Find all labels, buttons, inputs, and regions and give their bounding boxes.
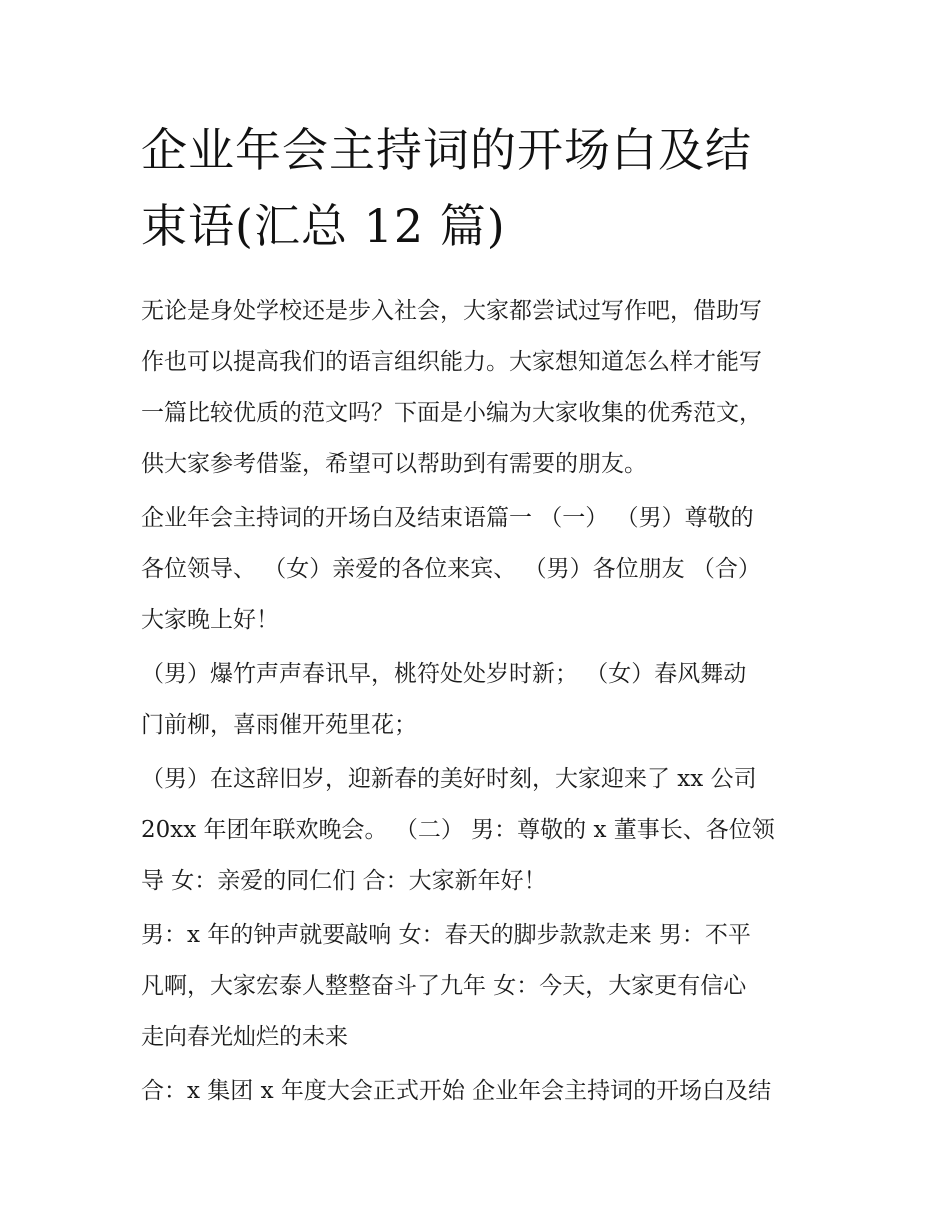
text-line: 供大家参考借鉴，希望可以帮助到有需要的朋友。 <box>141 451 647 477</box>
text-line: 凡啊，大家宏泰人整整奋斗了九年 女：今天，大家更有信心 <box>141 973 747 999</box>
text-line: 作也可以提高我们的语言组织能力。大家想知道怎么样才能写 <box>141 349 762 375</box>
body-paragraph <box>141 754 821 907</box>
text-line: 大家晚上好！ <box>141 607 279 633</box>
text-line: 20xx 年团年联欢晚会。 （二） 男：尊敬的 x 董事长、各位领 <box>141 817 775 843</box>
body-paragraph <box>141 910 821 1063</box>
title-line: 企业年会主持词的开场白及结 <box>141 123 752 177</box>
document-content <box>141 112 821 1120</box>
title-line: 束语(汇总 12 篇) <box>141 199 506 253</box>
body-paragraph <box>141 1066 821 1117</box>
text-line: 男：x 年的钟声就要敲响 女：春天的脚步款款走来 男：不平 <box>141 922 751 948</box>
text-line: 无论是身处学校还是步入社会，大家都尝试过写作吧，借助写 <box>141 298 762 324</box>
text-line: （男）在这辞旧岁，迎新春的美好时刻，大家迎来了 xx 公司 <box>141 766 757 792</box>
document-body <box>141 286 821 1117</box>
text-line: 各位领导、 （女）亲爱的各位来宾、 （男）各位朋友 （合） <box>141 556 761 582</box>
text-line: 企业年会主持词的开场白及结束语篇一 （一） （男）尊敬的 <box>141 505 754 531</box>
text-line: 一篇比较优质的范文吗？下面是小编为大家收集的优秀范文， <box>141 400 762 426</box>
body-paragraph <box>141 493 821 646</box>
document-title <box>141 112 821 264</box>
intro-paragraph <box>141 286 821 490</box>
text-line: （男）爆竹声声春讯早，桃符处处岁时新； （女）春风舞动 <box>141 661 747 687</box>
body-paragraph <box>141 649 821 751</box>
text-line: 门前柳，喜雨催开苑里花； <box>141 712 417 738</box>
text-line: 导 女：亲爱的同仁们 合：大家新年好！ <box>141 868 547 894</box>
text-line: 合：x 集团 x 年度大会正式开始 企业年会主持词的开场白及结 <box>141 1078 772 1104</box>
text-line: 走向春光灿烂的未来 <box>141 1024 348 1050</box>
